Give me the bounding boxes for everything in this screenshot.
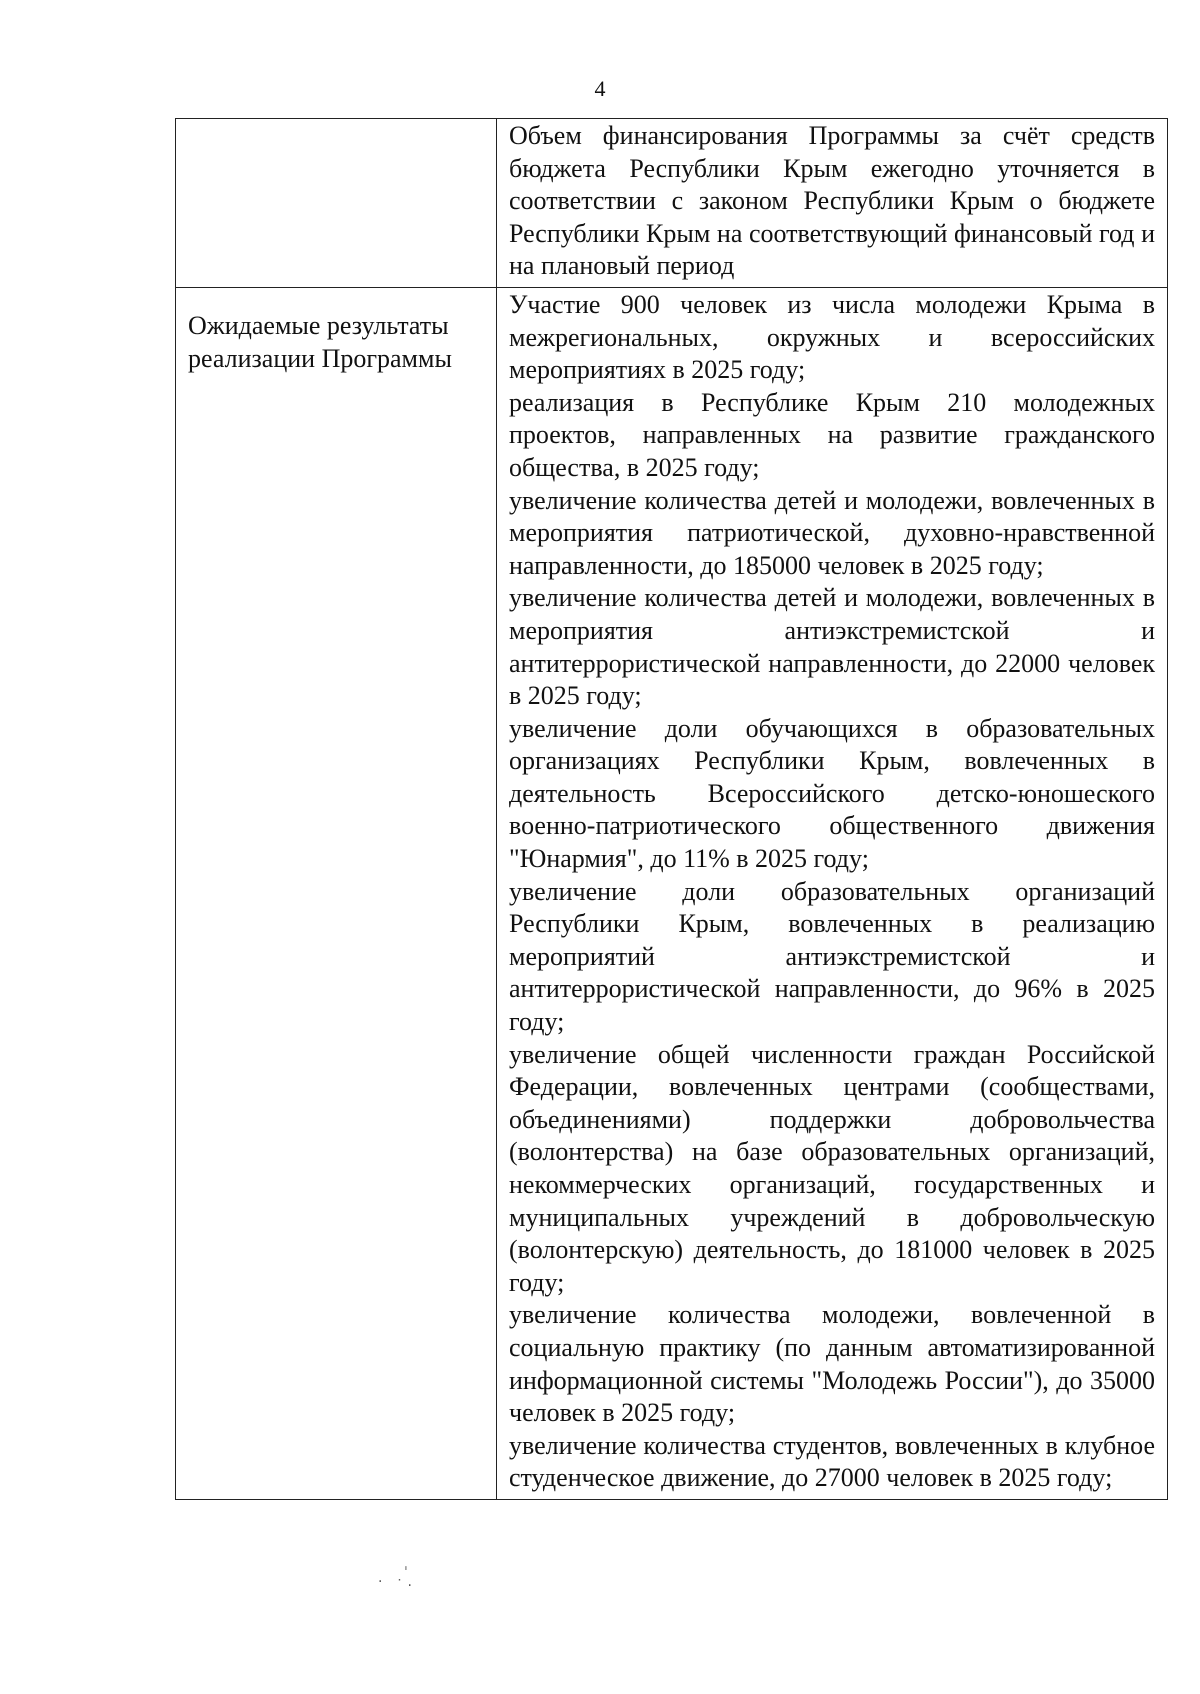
result-item: реализация в Республике Крым 210 молодежных проектов, направленных на развитие гражданского общества, в 2025 году; — [509, 387, 1155, 482]
result-item: увеличение количества детей и молодежи, вовлеченных в мероприятия патриотической, духовно-нравственной направленности, до 185000 человек в 2025 году; — [509, 485, 1155, 580]
expected-results-cell — [497, 287, 1168, 1499]
result-item: увеличение количества детей и молодежи, вовлеченных в мероприятия антиэкстремистской и антитеррористической направленности, до 22000 человек в 2025 году; — [509, 583, 1155, 711]
scan-artifact-mark: · — [378, 1574, 383, 1590]
table-row-expected-results — [176, 287, 1168, 1499]
result-item: увеличение общей численности граждан Российской Федерации, вовлеченных центрами (сообществами, объединениями) поддержки добровольчества (волонтерства) на базе образовательных организаций, некоммерческих организаций, государственных и муниципальных учреждений в добровольческую (волонтерскую) деятельность, до 181000 человек в 2025 году; — [509, 1039, 1155, 1297]
result-item: Участие 900 человек из числа молодежи Крыма в межрегиональных, окружных и всероссийских мероприятиях в 2025 году; — [509, 289, 1155, 385]
expected-results-label: Ожидаемые результаты реализации Программы — [176, 287, 497, 1499]
financing-text-cell — [497, 119, 1168, 288]
result-item: увеличение количества молодежи, вовлеченной в социальную практику (по данным автоматизированной информационной системы "Молодежь России"), до 35000 человек в 2025 году; — [509, 1300, 1155, 1428]
page-number: 4 — [594, 76, 606, 101]
scan-artifact-mark: ˙ · — [396, 1578, 412, 1594]
result-item: увеличение доли обучающихся в образовательных организациях Республики Крым, вовлеченных в деятельность Всероссийского детско-юношеского военно-патриотического общественного движения "Юнармия", до 11% в 2025 году; — [509, 713, 1155, 874]
financing-text: Объем финансирования Программы за счёт средств бюджета Республики Крым ежегодно уточняется в соответствии с законом Республики Крым о бюджете Республики Крым на соответствующий финансовый год и на плановый период — [509, 121, 1155, 281]
table-row-financing — [176, 119, 1168, 288]
result-item: увеличение доли образовательных организаций Республики Крым, вовлеченных в реализацию мероприятий антиэкстремистской и антитеррористической направленности, до 96% в 2025 году; — [509, 876, 1155, 1037]
financing-label-cell — [176, 119, 497, 288]
scan-artifact-mark: ˌ — [404, 1556, 408, 1572]
result-item: увеличение количества студентов, вовлеченных в клубное студенческое движение, до 27000 человек в 2025 году; — [509, 1430, 1155, 1493]
program-passport-table — [175, 118, 1168, 1500]
